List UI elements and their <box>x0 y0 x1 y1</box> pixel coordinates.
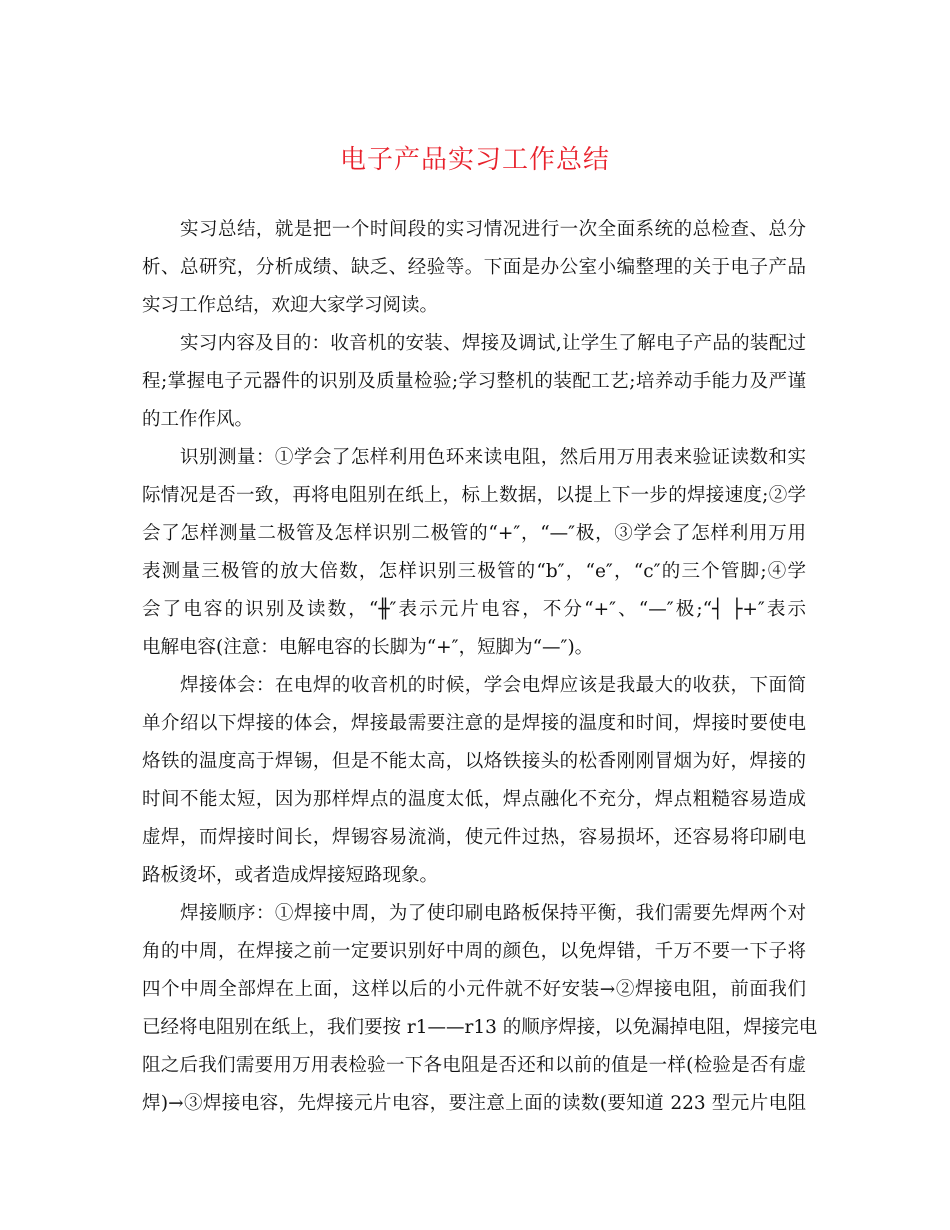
text-line: 烙铁的温度高于焊锡，但是不能太高，以烙铁接头的松香刚刚冒烟为好，焊接的 <box>142 751 806 772</box>
text-line: 实习工作总结，欢迎大家学习阅读。 <box>142 295 439 316</box>
text-line: 路板烫坏，或者造成焊接短路现象。 <box>142 865 439 886</box>
text-line: 实习内容及目的：收音机的安装、焊接及调试,让学生了解电子产品的装配过 <box>180 333 806 354</box>
text-line: 表测量三极管的放大倍数，怎样识别三极管的“b″，“e″，“c″的三个管脚;④学 <box>142 561 806 582</box>
paragraph <box>142 667 806 895</box>
paragraph <box>142 439 806 667</box>
text-line: 识别测量：①学会了怎样利用色环来读电阻，然后用万用表来验证读数和实 <box>180 447 806 468</box>
text-line: 程;掌握电子元器件的识别及质量检验;学习整机的装配工艺;培养动手能力及严谨 <box>142 371 806 392</box>
text-line: 时间不能太短，因为那样焊点的温度太低，焊点融化不充分，焊点粗糙容易造成 <box>142 789 806 810</box>
paragraph <box>142 325 806 439</box>
text-line: 的工作作风。 <box>142 409 254 430</box>
text-line: 电解电容(注意：电解电容的长脚为“+″，短脚为“—″)。 <box>142 637 594 658</box>
text-line: 阻之后我们需要用万用表检验一下各电阻是否还和以前的值是一样(检验是否有虚 <box>142 1055 806 1076</box>
paragraph <box>142 895 818 1123</box>
text-line: 析、总研究，分析成绩、缺乏、经验等。下面是办公室小编整理的关于电子产品 <box>142 257 806 278</box>
text-line: 焊)→③焊接电容，先焊接元片电容，要注意上面的读数(要知道 223 型元片电阻 <box>142 1093 806 1114</box>
text-line: 实习总结，就是把一个时间段的实习情况进行一次全面系统的总检查、总分 <box>180 219 806 240</box>
text-line: 会了怎样测量二极管及怎样识别二极管的“+″，“—″极，③学会了怎样利用万用 <box>142 523 806 544</box>
text-line: 单介绍以下焊接的体会，焊接最需要注意的是焊接的温度和时间，焊接时要使电 <box>142 713 806 734</box>
text-line: 已经将电阻别在纸上，我们要按 r1——r13 的顺序焊接，以免漏掉电阻，焊接完电 <box>142 1017 818 1038</box>
text-line: 焊接顺序：①焊接中周，为了使印刷电路板保持平衡，我们需要先焊两个对 <box>180 903 806 924</box>
text-line: 焊接体会：在电焊的收音机的时候，学会电焊应该是我最大的收获，下面简 <box>180 675 806 696</box>
document-title: 电子产品实习工作总结 <box>339 145 610 175</box>
text-line: 四个中周全部焊在上面，这样以后的小元件就不好安装→②焊接电阻，前面我们 <box>142 979 806 1000</box>
document-body <box>142 211 818 1123</box>
paragraph <box>142 211 806 325</box>
text-line: 角的中周，在焊接之前一定要识别好中周的颜色，以免焊错，千万不要一下子将 <box>142 941 806 962</box>
text-line: 会了电容的识别及读数，“╫″表示元片电容，不分“+″、“—″极;“┤ ├+″表示 <box>142 599 806 620</box>
text-line: 际情况是否一致，再将电阻别在纸上，标上数据，以提上下一步的焊接速度;②学 <box>142 485 806 506</box>
text-line: 虚焊，而焊接时间长，焊锡容易流淌，使元件过热，容易损坏，还容易将印刷电 <box>142 827 806 848</box>
